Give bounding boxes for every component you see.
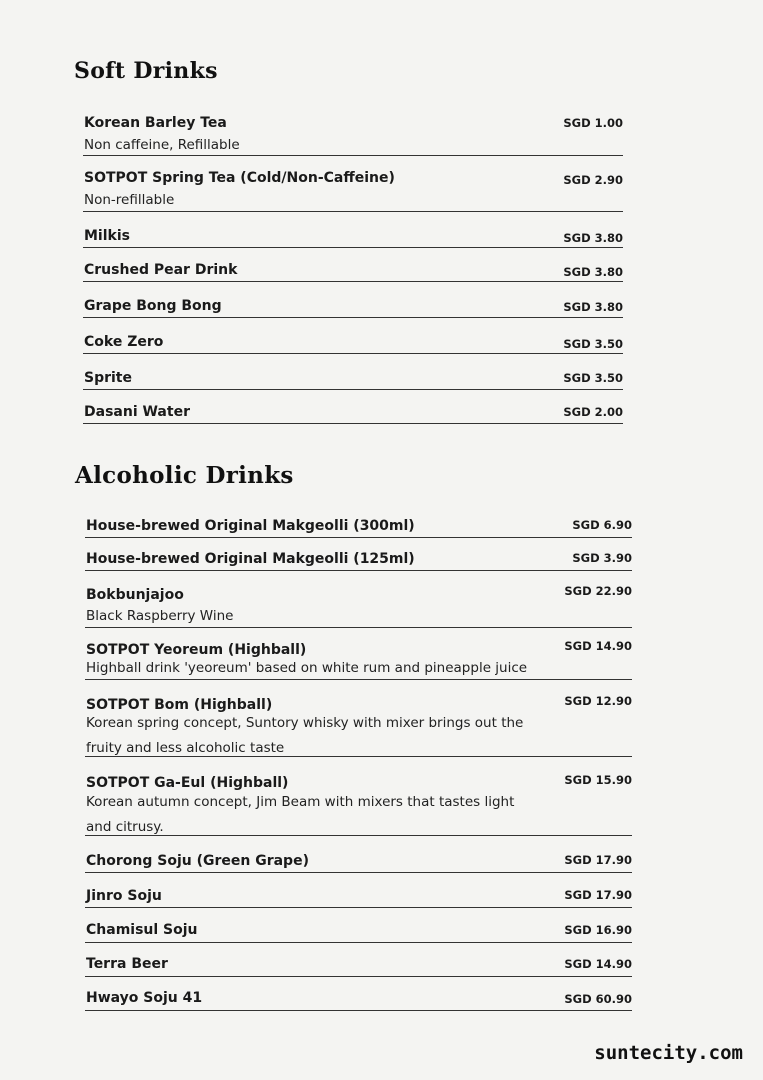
item-price: SGD 17.90 <box>564 888 632 902</box>
item-name: Sprite <box>84 370 132 386</box>
item-price: SGD 15.90 <box>564 773 632 787</box>
menu-item <box>83 334 623 354</box>
item-name: Crushed Pear Drink <box>84 262 238 278</box>
menu-item <box>83 228 623 248</box>
item-name: SOTPOT Spring Tea (Cold/Non-Caffeine) <box>84 170 395 186</box>
menu-item <box>85 775 632 836</box>
menu-item <box>85 956 632 977</box>
item-name: Chamisul Soju <box>86 922 198 938</box>
item-name: SOTPOT Bom (Highball) <box>86 697 273 713</box>
item-price: SGD 3.80 <box>563 300 623 314</box>
watermark: suntecity.com <box>594 1042 743 1064</box>
soft-drinks-title: Soft Drinks <box>74 58 218 84</box>
item-name: Grape Bong Bong <box>84 298 222 314</box>
menu-item <box>83 170 623 212</box>
menu-item <box>85 694 632 757</box>
menu-item <box>85 922 632 943</box>
menu-item <box>83 115 623 156</box>
item-price: SGD 22.90 <box>564 584 632 598</box>
item-name: Milkis <box>84 228 130 244</box>
item-name: Bokbunjajoo <box>86 587 184 603</box>
item-name: Hwayo Soju 41 <box>86 990 203 1006</box>
item-description: Black Raspberry Wine <box>86 608 234 624</box>
item-price: SGD 3.50 <box>563 371 623 385</box>
item-name: Chorong Soju (Green Grape) <box>86 853 309 869</box>
item-price: SGD 6.90 <box>572 518 632 532</box>
item-price: SGD 14.90 <box>564 639 632 653</box>
menu-item <box>85 518 632 538</box>
item-name: Coke Zero <box>84 334 164 350</box>
item-price: SGD 3.80 <box>563 265 623 279</box>
item-description: Non caffeine, Refillable <box>84 137 240 153</box>
item-description: Non-refillable <box>84 192 175 208</box>
item-price: SGD 3.80 <box>563 231 623 245</box>
item-name: Korean Barley Tea <box>84 115 227 131</box>
item-price: SGD 2.00 <box>563 405 623 419</box>
menu-item <box>85 853 632 873</box>
menu-item <box>85 551 632 571</box>
item-price: SGD 3.50 <box>563 337 623 351</box>
item-name: SOTPOT Ga-Eul (Highball) <box>86 775 289 791</box>
item-name: SOTPOT Yeoreum (Highball) <box>86 642 307 658</box>
menu-item <box>83 262 623 282</box>
item-price: SGD 17.90 <box>564 853 632 867</box>
item-price: SGD 2.90 <box>563 173 623 187</box>
item-name: Dasani Water <box>84 404 190 420</box>
menu-item <box>83 370 623 390</box>
menu-item <box>85 888 632 908</box>
item-price: SGD 3.90 <box>572 551 632 565</box>
menu-item <box>85 584 632 628</box>
item-price: SGD 12.90 <box>564 694 632 708</box>
menu-item <box>83 298 623 318</box>
item-description: Korean autumn concept, Jim Beam with mixers that tastes light and citrusy. <box>86 794 515 835</box>
item-price: SGD 14.90 <box>564 957 632 971</box>
item-price: SGD 60.90 <box>564 992 632 1006</box>
menu-item <box>83 404 623 424</box>
item-name: House-brewed Original Makgeolli (300ml) <box>86 518 415 534</box>
item-description: Korean spring concept, Suntory whisky with mixer brings out the fruity and less alcoholic taste <box>86 715 524 756</box>
item-name: Jinro Soju <box>86 888 162 904</box>
menu-item <box>85 639 632 680</box>
item-price: SGD 16.90 <box>564 923 632 937</box>
menu-item <box>85 990 632 1011</box>
item-name: House-brewed Original Makgeolli (125ml) <box>86 551 415 567</box>
alcoholic-drinks-title: Alcoholic Drinks <box>75 462 294 489</box>
item-description: Highball drink 'yeoreum' based on white rum and pineapple juice <box>86 660 528 676</box>
item-price: SGD 1.00 <box>563 116 623 130</box>
item-name: Terra Beer <box>86 956 168 972</box>
